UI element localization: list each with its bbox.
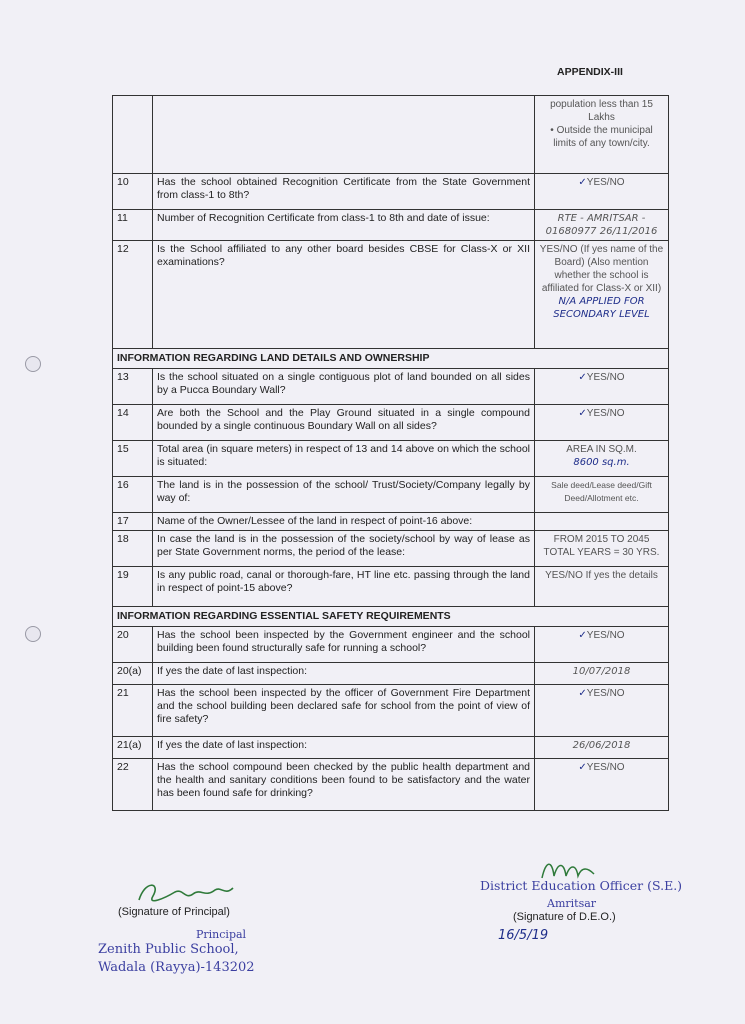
- check-mark-icon: ✓: [578, 762, 587, 773]
- table-row: 15 Total area (in square meters) in respect of 13 and 14 above on which the school is situated: AREA IN SQ.M. 8600 sq.m.: [113, 441, 669, 477]
- deo-signature-date: 16/5/19: [498, 928, 549, 943]
- punch-hole-bottom: [25, 626, 41, 642]
- table-row: 20(a) If yes the date of last inspection: 10/07/2018: [113, 663, 669, 685]
- table-row: 22 Has the school compound been checked by the public health department and the health and sanitary conditions been found to be satisfactory and the water has been found safe for drinking? ✓YES/NO: [113, 759, 669, 811]
- table-row: 21(a) If yes the date of last inspection: 26/06/2018: [113, 737, 669, 759]
- punch-hole-top: [25, 356, 41, 372]
- table-row: 16 The land is in the possession of the school/ Trust/Society/Company legally by way of: Sale deed/Lease deed/Gift Deed/Allotment etc.: [113, 477, 669, 513]
- table-row: 21 Has the school been inspected by the officer of Government Fire Department and the school building been declared safe for school from the point of view of fire safety? ✓YES/NO: [113, 685, 669, 737]
- table-row: 17 Name of the Owner/Lessee of the land in respect of point-16 above:: [113, 513, 669, 531]
- table-row: 13 Is the school situated on a single contiguous plot of land bounded on all sides by a Pucca Boundary Wall? ✓YES/NO: [113, 369, 669, 405]
- table-row: 19 Is any public road, canal or thorough-fare, HT line etc. passing through the land in respect of point-15 above? YES/NO If yes the details: [113, 567, 669, 607]
- table-row: [113, 349, 669, 369]
- deo-stamp-title: District Education Officer (S.E.): [480, 878, 683, 893]
- check-mark-icon: ✓: [578, 408, 587, 419]
- principal-signature: [135, 878, 245, 908]
- check-mark-icon: ✓: [578, 688, 587, 699]
- table-row: 12 Is the School affiliated to any other board besides CBSE for Class-X or XII examinations? YES/NO (If yes name of the Board) (Also mention whether the school is affiliated for Class-X or XII) N/A APPLIED FOR SECONDARY LEVEL: [113, 241, 669, 349]
- table-row: [113, 607, 669, 627]
- deo-signature-label: (Signature of D.E.O.): [513, 911, 616, 923]
- section-heading-land: INFORMATION REGARDING LAND DETAILS AND OWNERSHIP: [113, 349, 669, 369]
- principal-stamp-title: Principal: [196, 928, 247, 941]
- check-mark-icon: ✓: [578, 177, 587, 188]
- principal-stamp-school: Zenith Public School,: [98, 942, 239, 957]
- table-row: 18 In case the land is in the possession of the society/school by way of lease as per State Government norms, the period of the lease: FROM 2015 TO 2045 TOTAL YEARS = 30 YRS.: [113, 531, 669, 567]
- deo-stamp-city: Amritsar: [547, 897, 597, 910]
- table-row: [113, 96, 669, 174]
- section-heading-safety: INFORMATION REGARDING ESSENTIAL SAFETY REQUIREMENTS: [113, 607, 669, 627]
- check-mark-icon: ✓: [578, 372, 587, 383]
- table-row: 11 Number of Recognition Certificate from class-1 to 8th and date of issue: RTE - AMRITSAR - 01680977 26/11/2016: [113, 210, 669, 241]
- table-row: 10 Has the school obtained Recognition Certificate from the State Government from class-1 to 8th? ✓YES/NO: [113, 174, 669, 210]
- check-mark-icon: ✓: [578, 630, 587, 641]
- table-row: 20 Has the school been inspected by the Government engineer and the school building been found structurally safe for running a school? ✓YES/NO: [113, 627, 669, 663]
- principal-stamp-address: Wadala (Rayya)-143202: [98, 960, 255, 975]
- appendix-title: APPENDIX-III: [557, 66, 623, 78]
- principal-signature-label: (Signature of Principal): [118, 906, 230, 918]
- form-table: [112, 95, 669, 811]
- table-row: 14 Are both the School and the Play Ground situated in a single compound bounded by a single continuous Boundary Wall on all sides? ✓YES/NO: [113, 405, 669, 441]
- top-answer: population less than 15 Lakhs • Outside the municipal limits of any town/city.: [535, 96, 669, 174]
